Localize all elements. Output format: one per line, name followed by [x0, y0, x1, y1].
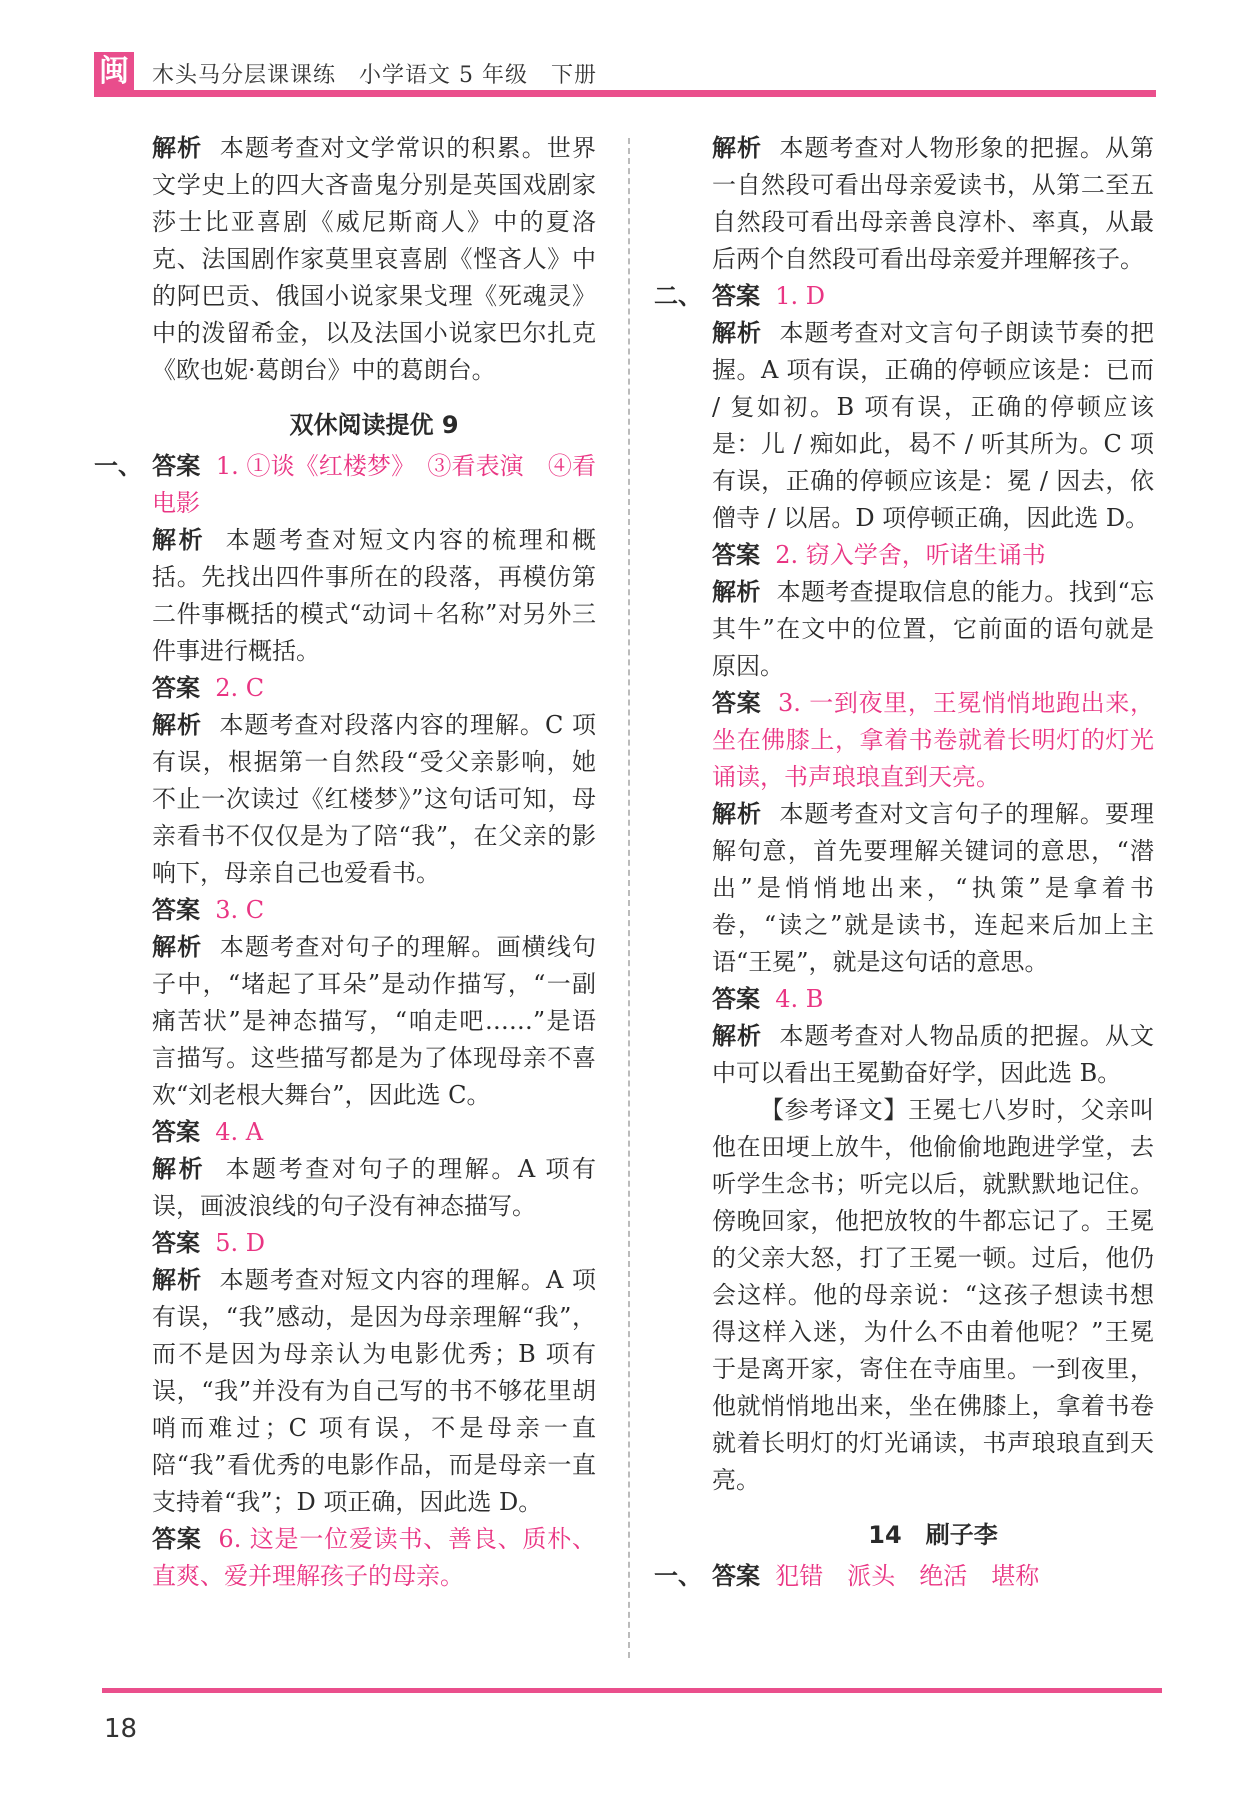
explanation [152, 1262, 596, 1521]
label-jiexi: 解析 [152, 526, 206, 554]
section-number: 一、 [94, 452, 142, 480]
label-jiexi: 解析 [712, 578, 761, 606]
answer [654, 1558, 1154, 1595]
answer [152, 892, 596, 929]
answer [712, 685, 1154, 796]
explanation-text: 本题考查对文学常识的积累。世界文学史上的四大吝啬鬼分别是英国戏剧家莎士比亚喜剧《威尼斯商人》中的夏洛克、法国剧作家莫里哀喜剧《悭吝人》中的阿巴贡、俄国小说家果戈理《死魂灵》中的泼留希金，以及法国小说家巴尔扎克《欧也妮·葛朗台》中的葛朗台。 [152, 134, 597, 384]
answer [712, 537, 1154, 574]
label-jiexi: 解析 [712, 1022, 763, 1050]
explanation-text: 本题考查对短文内容的理解。A 项有误，“我”感动，是因为母亲理解“我”，而不是因为母亲认为电影优秀；B 项有误，“我”并没有为自己写的书不够花里胡哨而难过；C 项有误，不是母亲一直陪“我”看优秀的电影作品，而是母亲一直支持着“我”；D 项正确，因此选 D。 [152, 1266, 597, 1516]
footer-rule [102, 1688, 1162, 1693]
answer [654, 278, 1154, 315]
explanation [152, 707, 596, 892]
header-title: 木头马分层课课练 小学语文 5 年级 下册 [152, 63, 597, 88]
explanation-text: 本题考查对短文内容的梳理和概括。先找出四件事所在的段落，再模仿第二件事概括的模式“动词＋名称”对另外三件事进行概括。 [152, 526, 597, 665]
answer [152, 1521, 596, 1595]
explanation-text: 本题考查对人物形象的把握。从第一自然段可看出母亲爱读书，从第二至五自然段可看出母亲善良淳朴、率真，从最后两个自然段可看出母亲爱并理解孩子。 [712, 134, 1155, 273]
explanation-text: 本题考查对文言句子的理解。要理解句意，首先要理解关键词的意思，“潜出”是悄悄地出来，“执策”是拿着书卷，“读之”就是读书，连起来后加上主语“王冕”，就是这句话的意思。 [712, 800, 1155, 976]
section-title: 双休阅读提优 9 [289, 411, 459, 439]
explanation [712, 796, 1154, 981]
label-daan: 答案 [712, 541, 760, 569]
column-divider [628, 138, 630, 1658]
label-jiexi: 解析 [712, 800, 763, 828]
answer [152, 1225, 596, 1262]
explanation-text: 本题考查对句子的理解。A 项有误，画波浪线的句子没有神态描写。 [152, 1155, 597, 1220]
answer-text: 4. A [215, 1118, 264, 1146]
label-jiexi: 解析 [152, 134, 203, 162]
answer-text: 5. D [215, 1229, 266, 1257]
explanation [152, 522, 596, 670]
explanation [712, 315, 1154, 537]
answer-text: 3. C [215, 896, 265, 924]
answer-text: 2. C [215, 674, 265, 702]
page-number: 18 [104, 1714, 138, 1744]
label-daan: 答案 [712, 282, 760, 310]
explanation-text: 本题考查提取信息的能力。找到“忘其牛”在文中的位置，它前面的语句就是原因。 [712, 578, 1154, 680]
label-daan: 答案 [152, 674, 200, 702]
label-daan: 答案 [152, 1118, 200, 1146]
answer [152, 670, 596, 707]
explanation [712, 1018, 1154, 1092]
explanation-text: 本题考查对段落内容的理解。C 项有误，根据第一自然段“受父亲影响，她不止一次读过《红楼梦》”这句话可知，母亲看书不仅仅是为了陪“我”，在父亲的影响下，母亲自己也爱看书。 [152, 711, 596, 887]
explanation [152, 130, 596, 389]
answer-text: 6. 这是一位爱读书、善良、质朴、直爽、爱并理解孩子的母亲。 [152, 1525, 596, 1590]
page-header [94, 48, 1156, 104]
answer-text: 3. 一到夜里，王冕悄悄地跑出来，坐在佛膝上，拿着书卷就着长明灯的灯光诵读，书声琅琅直到天亮。 [712, 689, 1155, 791]
label-daan: 答案 [152, 452, 201, 480]
header-rule [94, 90, 1156, 97]
label-daan: 答案 [152, 1229, 200, 1257]
label-daan: 答案 [152, 896, 200, 924]
answer-text: 4. B [775, 985, 824, 1013]
answer-text: 1. ①谈《红楼梦》 ③看表演 ④看电影 [152, 452, 597, 517]
explanation [152, 929, 596, 1114]
section-number: 二、 [654, 282, 702, 310]
label-jiexi: 解析 [152, 711, 203, 739]
answer [712, 981, 1154, 1018]
label-jiexi: 解析 [152, 1155, 206, 1183]
label-jiexi: 解析 [712, 134, 763, 162]
left-column [94, 130, 597, 1595]
label-daan: 答案 [712, 985, 760, 1013]
label-jiexi: 解析 [152, 1266, 203, 1294]
label-jiexi: 解析 [712, 319, 763, 347]
explanation-text: 本题考查对人物品质的把握。从文中可以看出王冕勤奋好学，因此选 B。 [712, 1022, 1155, 1087]
explanation [152, 1151, 596, 1225]
label-daan: 答案 [712, 1562, 760, 1590]
label-jiexi: 解析 [152, 933, 203, 961]
answer [152, 1114, 596, 1151]
explanation-text: 本题考查对文言句子朗读节奏的把握。A 项有误，正确的停顿应该是：已而 / 复如初。B 项有误，正确的停顿应该是：儿 / 痴如此，曷不 / 听其所为。C 项有误，正确的停顿应该是：冕 / 因去，依僧寺 / 以居。D 项停顿正确，因此选 D。 [712, 319, 1155, 532]
explanation [712, 130, 1154, 278]
section-title: 14 刷子李 [868, 1521, 998, 1549]
right-column [654, 130, 1155, 1595]
answer-text: 2. 窃入学舍，听诸生诵书 [775, 541, 1046, 569]
answer-text: 犯错 派头 绝活 堪称 [775, 1562, 1040, 1590]
answer [94, 448, 597, 522]
label-daan: 答案 [712, 689, 762, 717]
series-logo: 闽 [94, 52, 134, 92]
answer-text: 1. D [775, 282, 826, 310]
section-number: 一、 [654, 1562, 702, 1590]
explanation [712, 574, 1154, 685]
explanation-text: 本题考查对句子的理解。画横线句子中，“堵起了耳朵”是动作描写，“一副痛苦状”是神态描写，“咱走吧……”是语言描写。这些描写都是为了体现母亲不喜欢“刘老根大舞台”，因此选 C。 [152, 933, 597, 1109]
reference-translation: 【参考译文】王冕七八岁时，父亲叫他在田埂上放牛，他偷偷地跑进学堂，去听学生念书；听完以后，就默默地记住。傍晚回家，他把放牧的牛都忘记了。王冕的父亲大怒，打了王冕一顿。过后，他仍会这样。他的母亲说：“这孩子想读书想得这样入迷，为什么不由着他呢？”王冕于是离开家，寄住在寺庙里。一到夜里，他就悄悄地出来，坐在佛膝上，拿着书卷就着长明灯的灯光诵读，书声琅琅直到天亮。 [712, 1096, 1154, 1494]
label-daan: 答案 [152, 1525, 202, 1553]
